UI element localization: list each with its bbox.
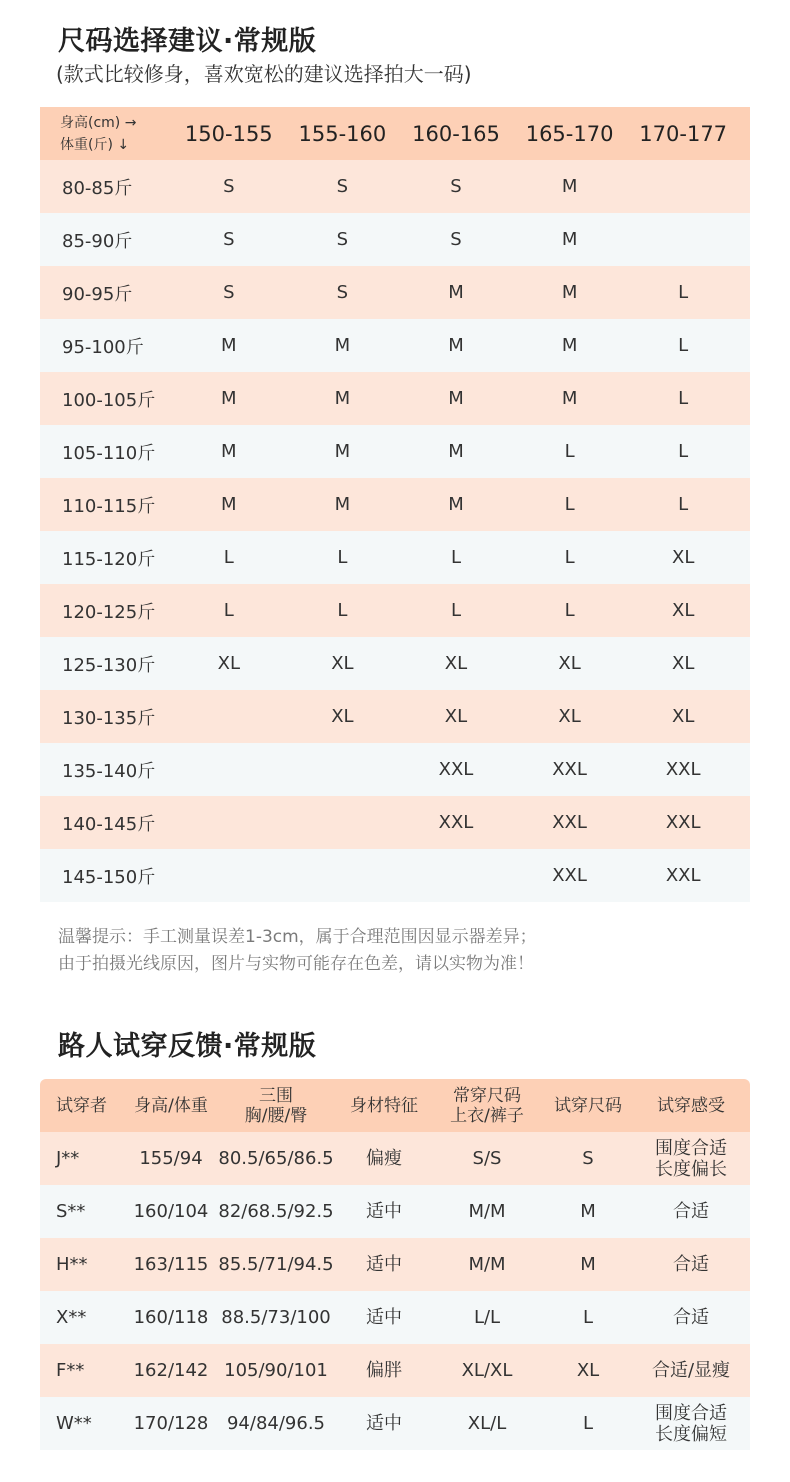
feedback-header-cell (632, 1096, 750, 1116)
feedback-row (40, 1397, 750, 1450)
size-cell: M (561, 282, 578, 303)
feedback-cell-text: S** (56, 1201, 86, 1222)
feedback-cell-text: 偏瘦 (366, 1148, 402, 1169)
height-range-header: 165-170 (525, 121, 614, 146)
feedback-cell-text: 88.5/73/100 (221, 1307, 331, 1328)
size-cell: M (221, 441, 237, 462)
size-cell: M (221, 494, 237, 515)
feedback-cell-text: 170/128 (133, 1413, 209, 1434)
size-chart-row (40, 690, 750, 743)
height-range-header: 170-177 (639, 121, 728, 146)
feedback-cell (430, 1201, 544, 1222)
weight-range-cell: 110-115斤 (62, 495, 156, 517)
feedback-cell-text: XL/XL (461, 1360, 513, 1381)
size-cell: M (221, 335, 237, 356)
size-cell: L (337, 600, 348, 621)
size-cell: S (336, 229, 349, 250)
feedback-cell-text: 80.5/65/86.5 (218, 1148, 334, 1169)
weight-range-cell: 95-100斤 (62, 336, 144, 358)
size-cell: XL (331, 706, 354, 727)
feedback-cell-text: 试穿者 (56, 1095, 107, 1116)
feedback-cell-text: 合适/显瘦 (651, 1360, 731, 1381)
size-chart-row (40, 478, 750, 531)
size-cell: S (450, 229, 462, 250)
feedback-cell (632, 1307, 750, 1328)
feedback-cell (544, 1413, 632, 1434)
weight-range-cell: 80-85斤 (62, 177, 133, 199)
size-cell: M (448, 335, 464, 356)
feedback-cell (40, 1148, 128, 1169)
feedback-cell-text: 适中 (366, 1201, 402, 1222)
size-cell: S (223, 176, 235, 197)
size-cell: L (678, 441, 689, 462)
feedback-cell-text: 身材特征 (350, 1095, 418, 1116)
size-chart-row (40, 743, 750, 796)
size-chart-table (40, 107, 750, 902)
feedback-cell (338, 1413, 430, 1434)
feedback-cell (544, 1360, 632, 1381)
size-guide-subtitle: (款式比较修身，喜欢宽松的建议选择拍大一码) (56, 62, 472, 86)
feedback-cell-text: 试穿感受 (657, 1095, 725, 1116)
height-range-header: 155-160 (298, 121, 387, 146)
size-cell: L (564, 600, 575, 621)
feedback-row (40, 1238, 750, 1291)
size-cell: XL (444, 706, 468, 727)
size-cell: L (337, 547, 348, 568)
size-cell: XL (331, 653, 354, 674)
feedback-cell-text: 适中 (366, 1413, 402, 1434)
feedback-cell (430, 1307, 544, 1328)
size-cell: M (448, 282, 464, 303)
feedback-cell (214, 1254, 338, 1275)
tips-notes (58, 924, 537, 978)
feedback-cell (40, 1307, 128, 1328)
size-cell: S (336, 282, 349, 303)
weight-range-cell: 140-145斤 (62, 813, 156, 835)
feedback-header-cell (430, 1086, 544, 1126)
feedback-title: 路人试穿反馈·常规版 (58, 1031, 317, 1062)
feedback-cell-text: 常穿尺码 (453, 1085, 521, 1106)
size-cell: L (564, 547, 575, 568)
size-cell: XXL (552, 865, 587, 886)
feedback-cell-text: 合适 (673, 1201, 709, 1222)
size-cell: XXL (665, 865, 701, 886)
size-cell: XXL (438, 812, 474, 833)
size-cell: M (334, 388, 351, 409)
feedback-cell-text: X** (56, 1307, 87, 1328)
size-cell: XXL (665, 759, 701, 780)
feedback-table (40, 1079, 750, 1450)
size-chart-row (40, 372, 750, 425)
feedback-cell (40, 1201, 128, 1222)
size-cell: XL (558, 653, 581, 674)
weight-range-cell: 100-105斤 (62, 389, 156, 411)
feedback-cell-text: 围度合适 (655, 1137, 727, 1159)
feedback-header-cell (40, 1096, 128, 1116)
size-cell: M (334, 335, 351, 356)
feedback-row (40, 1185, 750, 1238)
feedback-cell (338, 1148, 430, 1169)
weight-range-cell: 145-150斤 (62, 866, 156, 888)
size-chart-row (40, 425, 750, 478)
size-cell: L (450, 600, 461, 621)
size-cell: XXL (665, 812, 701, 833)
feedback-cell (632, 1403, 750, 1445)
feedback-header-cell (128, 1096, 214, 1116)
size-cell: M (221, 388, 237, 409)
feedback-cell-text: 82/68.5/92.5 (218, 1201, 334, 1222)
feedback-header-cell (544, 1096, 632, 1116)
weight-range-cell: 90-95斤 (62, 283, 133, 305)
size-cell: XL (444, 653, 468, 674)
feedback-header-cell (338, 1096, 430, 1116)
feedback-cell (338, 1360, 430, 1381)
feedback-cell (544, 1201, 632, 1222)
feedback-cell-text: F** (56, 1360, 85, 1381)
feedback-cell (128, 1413, 214, 1434)
feedback-cell-text: M/M (468, 1254, 506, 1275)
feedback-cell-text: M (580, 1254, 596, 1275)
feedback-cell (214, 1307, 338, 1328)
size-cell: M (448, 388, 464, 409)
size-chart-row (40, 160, 750, 213)
size-cell: L (450, 547, 461, 568)
height-range-header: 160-165 (412, 121, 500, 146)
size-cell: XL (217, 653, 240, 674)
feedback-cell (40, 1413, 128, 1434)
size-cell: L (678, 388, 689, 409)
feedback-cell-text: 偏胖 (366, 1360, 402, 1381)
size-cell: L (564, 441, 575, 462)
weight-range-cell: 125-130斤 (62, 654, 156, 676)
feedback-cell (128, 1201, 214, 1222)
size-cell: S (450, 176, 462, 197)
feedback-cell-text: 160/118 (133, 1307, 209, 1328)
feedback-cell (214, 1201, 338, 1222)
feedback-cell (338, 1307, 430, 1328)
feedback-cell-text: 上衣/裤子 (450, 1105, 524, 1126)
feedback-cell (430, 1148, 544, 1169)
size-chart-row (40, 849, 750, 902)
size-chart-row (40, 266, 750, 319)
feedback-cell (40, 1254, 128, 1275)
feedback-cell (214, 1148, 338, 1169)
feedback-cell (128, 1360, 214, 1381)
feedback-row (40, 1132, 750, 1185)
feedback-cell-text: 162/142 (133, 1360, 209, 1381)
size-cell: XL (558, 706, 581, 727)
feedback-cell-text: 160/104 (133, 1201, 209, 1222)
feedback-cell-text: 围度合适 (655, 1402, 727, 1424)
feedback-cell-text: 胸/腰/臀 (244, 1105, 308, 1126)
weight-range-cell: 135-140斤 (62, 760, 156, 782)
feedback-cell (338, 1201, 430, 1222)
feedback-cell (632, 1201, 750, 1222)
weight-range-cell: 105-110斤 (62, 442, 156, 464)
size-cell: XXL (552, 812, 587, 833)
feedback-cell-text: XL (576, 1360, 600, 1381)
size-cell: XL (671, 547, 695, 568)
size-chart-row (40, 319, 750, 372)
feedback-cell-text: 试穿尺码 (554, 1095, 622, 1116)
size-cell: L (678, 282, 689, 303)
feedback-header-cell (214, 1086, 338, 1126)
size-cell: S (336, 176, 349, 197)
feedback-cell-text: S/S (472, 1148, 502, 1169)
size-chart-corner (40, 112, 172, 156)
feedback-cell-text: W** (56, 1413, 92, 1434)
feedback-cell-text: 适中 (366, 1307, 402, 1328)
size-cell: M (448, 441, 464, 462)
size-cell: XXL (438, 759, 474, 780)
feedback-header-row (40, 1079, 750, 1132)
feedback-cell-text: 163/115 (133, 1254, 209, 1275)
feedback-cell-text: 94/84/96.5 (226, 1413, 325, 1434)
feedback-cell-text: H** (56, 1254, 88, 1275)
weight-range-cell: 85-90斤 (62, 230, 133, 252)
height-range-header: 150-155 (184, 121, 273, 146)
feedback-cell (128, 1254, 214, 1275)
feedback-row (40, 1291, 750, 1344)
size-cell: L (564, 494, 575, 515)
size-cell: L (223, 547, 234, 568)
size-cell: M (561, 388, 578, 409)
feedback-cell-text: J** (56, 1148, 80, 1169)
size-cell: S (223, 282, 235, 303)
feedback-cell-text: 85.5/71/94.5 (218, 1254, 334, 1275)
size-cell: XL (671, 653, 695, 674)
weight-axis-label: 体重(斤) ↓ (60, 136, 130, 153)
size-cell: XL (671, 600, 695, 621)
tip-line: 温馨提示：手工测量误差1-3cm，属于合理范围因显示器差异； (58, 927, 537, 947)
size-chart-row (40, 584, 750, 637)
tip-line: 由于拍摄光线原因，图片与实物可能存在色差，请以实物为准！ (58, 954, 534, 974)
size-chart-row (40, 213, 750, 266)
feedback-cell-text: 适中 (366, 1254, 402, 1275)
feedback-cell (544, 1254, 632, 1275)
weight-range-cell: 115-120斤 (62, 548, 156, 570)
feedback-cell-text: L (582, 1307, 594, 1328)
feedback-cell (632, 1138, 750, 1180)
size-cell: M (334, 494, 351, 515)
feedback-cell (632, 1360, 750, 1381)
size-chart-row (40, 796, 750, 849)
height-axis-label: 身高(cm) → (60, 114, 137, 131)
feedback-cell-text: 合适 (673, 1307, 709, 1328)
feedback-cell-text: M/M (468, 1201, 506, 1222)
feedback-cell-text: 长度偏长 (655, 1158, 727, 1180)
feedback-cell (430, 1254, 544, 1275)
feedback-cell-text: 身高/体重 (134, 1095, 208, 1116)
size-cell: M (334, 441, 351, 462)
size-cell: XL (671, 706, 695, 727)
size-chart-header-row (40, 107, 750, 160)
feedback-cell (632, 1254, 750, 1275)
feedback-cell-text: 三围 (259, 1085, 293, 1106)
feedback-cell (430, 1413, 544, 1434)
size-guide-title: 尺码选择建议·常规版 (58, 26, 317, 57)
size-cell: XXL (552, 759, 587, 780)
size-chart-row (40, 637, 750, 690)
feedback-cell (544, 1307, 632, 1328)
size-chart-row (40, 531, 750, 584)
feedback-cell (40, 1360, 128, 1381)
size-cell: L (678, 494, 689, 515)
feedback-cell (214, 1413, 338, 1434)
feedback-cell-text: 合适 (673, 1254, 709, 1275)
feedback-cell-text: M (580, 1201, 596, 1222)
feedback-cell-text: 长度偏短 (655, 1423, 727, 1445)
weight-range-cell: 120-125斤 (62, 601, 156, 623)
feedback-cell (128, 1307, 214, 1328)
feedback-cell (128, 1148, 214, 1169)
feedback-cell (544, 1148, 632, 1169)
size-cell: S (223, 229, 235, 250)
size-cell: L (223, 600, 234, 621)
feedback-cell (214, 1360, 338, 1381)
size-cell: M (561, 335, 578, 356)
feedback-cell-text: 155/94 (139, 1148, 203, 1169)
feedback-cell-text: S (582, 1148, 594, 1169)
feedback-cell-text: 105/90/101 (224, 1360, 328, 1381)
size-cell: M (448, 494, 464, 515)
size-cell: M (561, 176, 578, 197)
size-cell: M (561, 229, 578, 250)
feedback-row (40, 1344, 750, 1397)
feedback-cell (430, 1360, 544, 1381)
feedback-cell (338, 1254, 430, 1275)
feedback-cell-text: L (582, 1413, 594, 1434)
feedback-cell-text: L/L (473, 1307, 501, 1328)
feedback-cell-text: XL/L (467, 1413, 507, 1434)
size-cell: L (678, 335, 689, 356)
weight-range-cell: 130-135斤 (62, 707, 156, 729)
